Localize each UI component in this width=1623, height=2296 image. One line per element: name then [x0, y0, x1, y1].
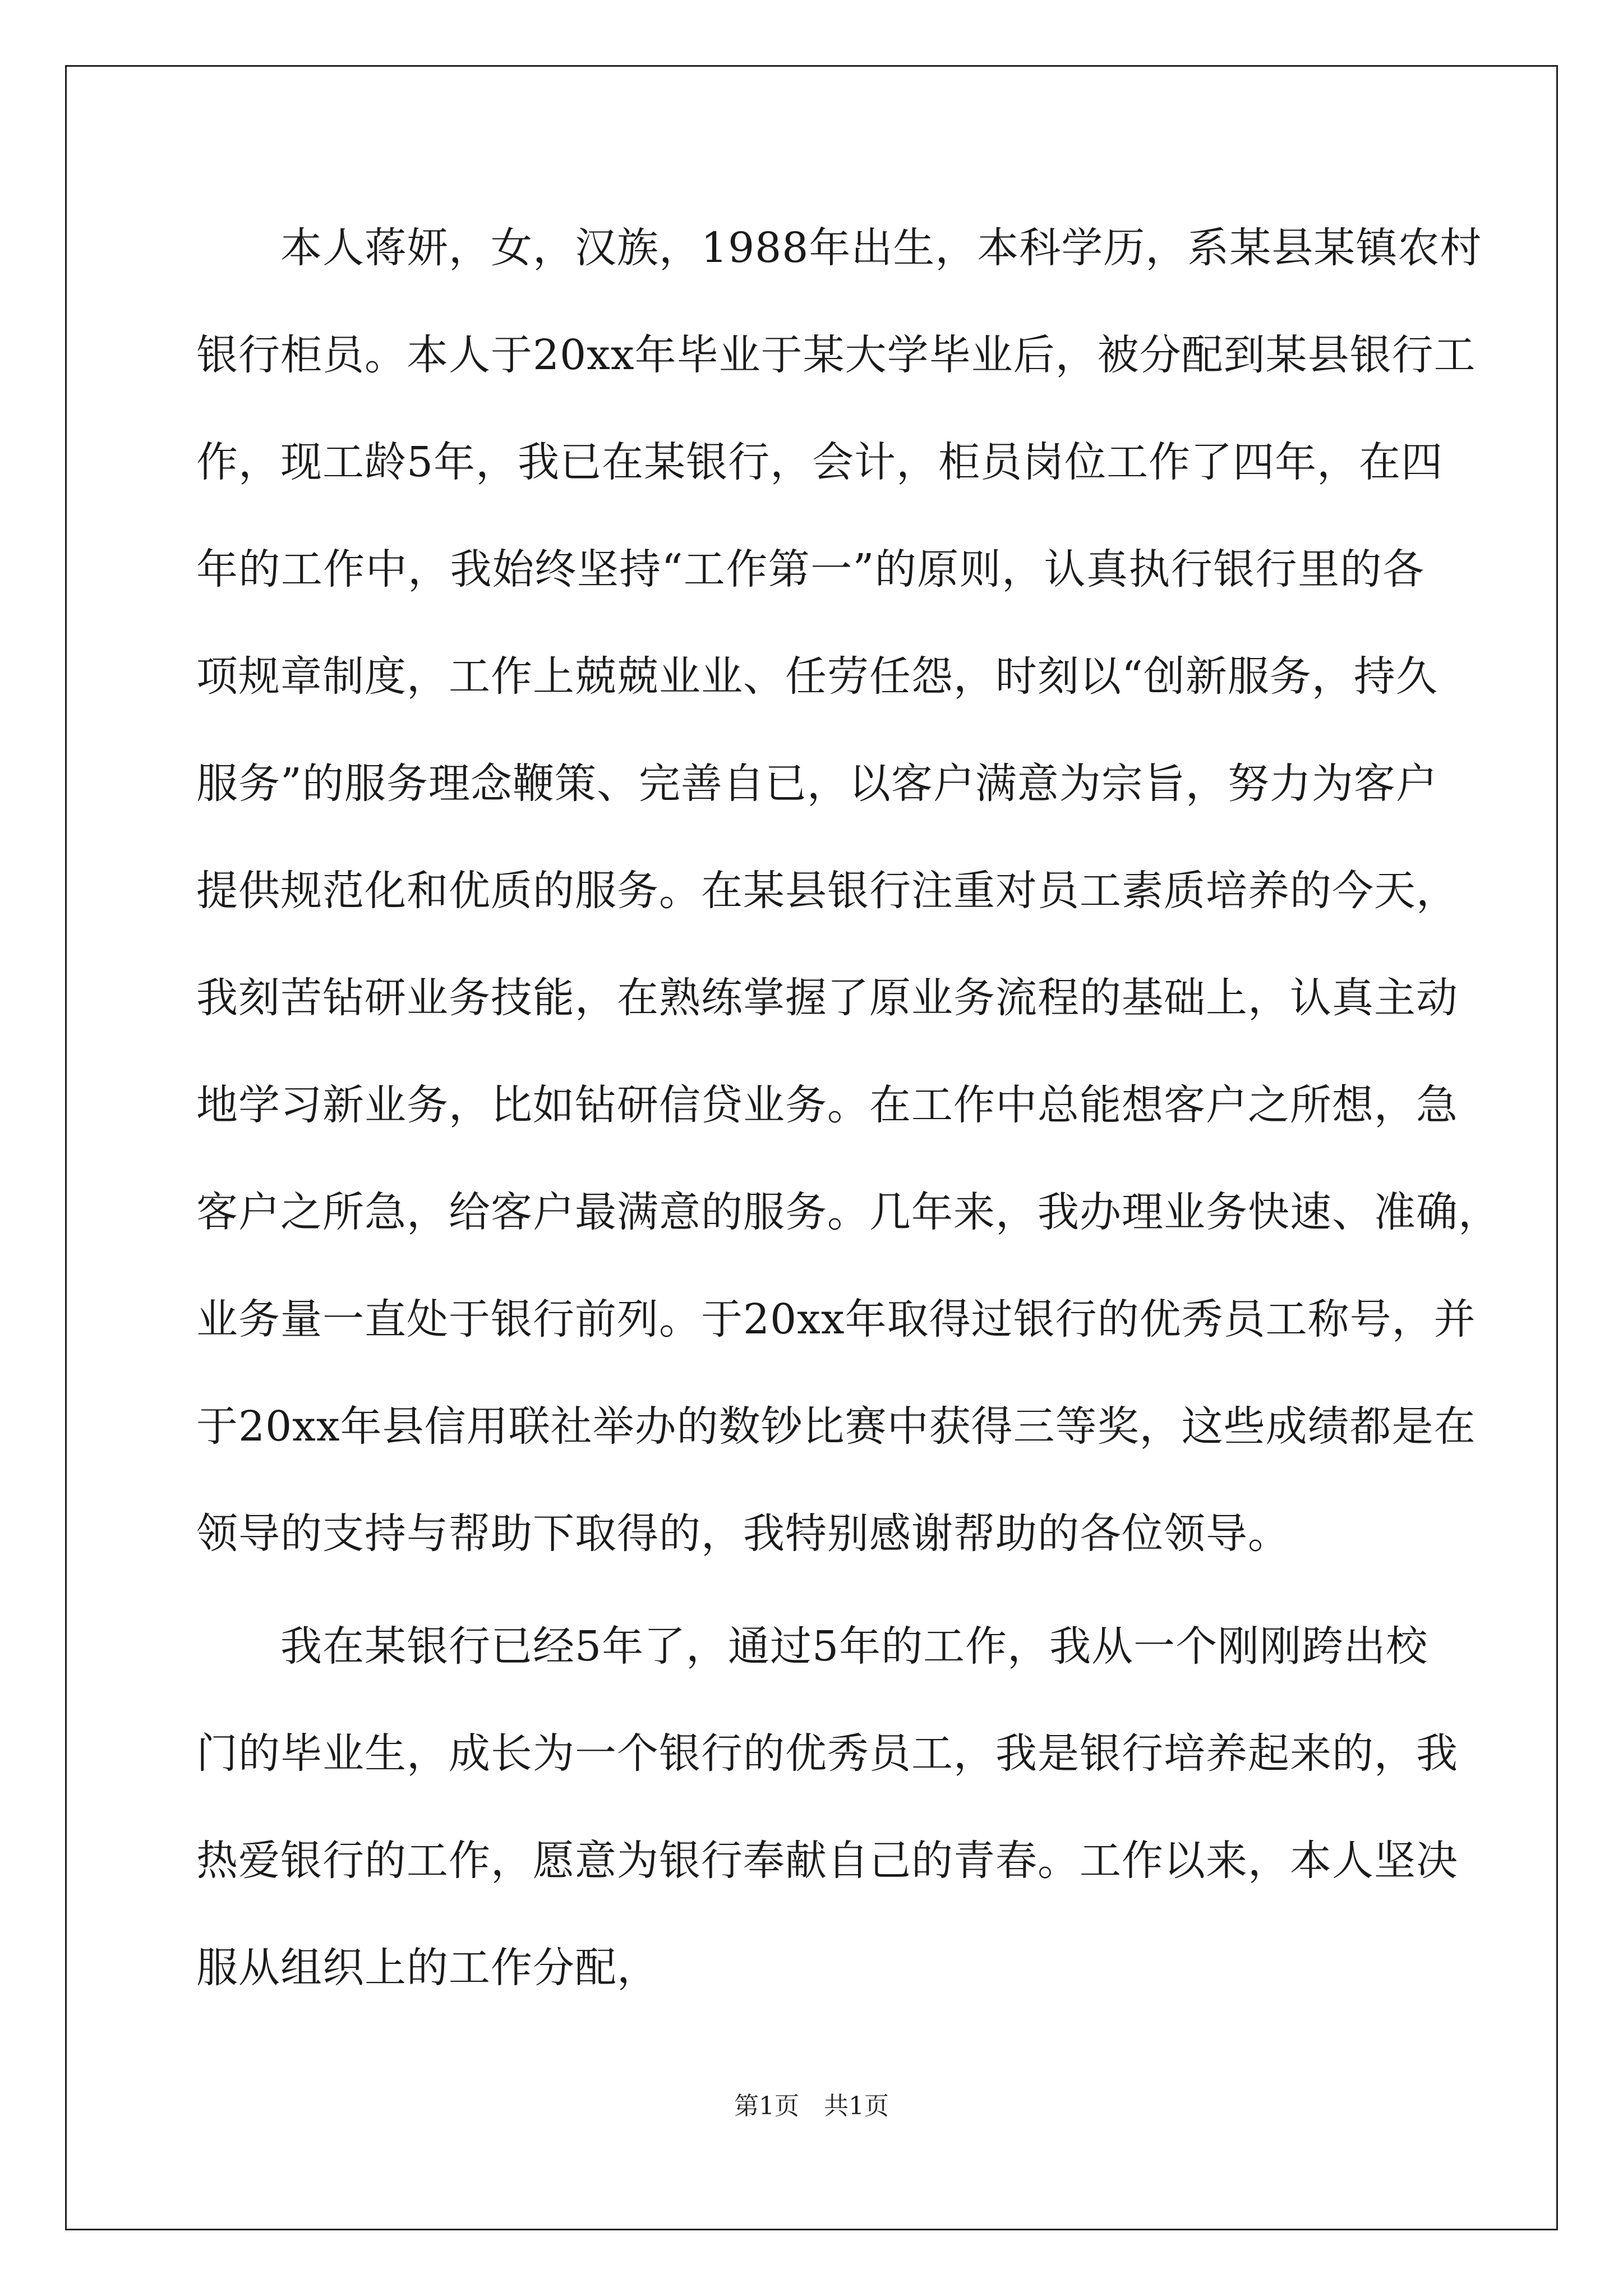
text-line: 银行柜员。本人于20xx年毕业于某大学毕业后，被分配到某县银行工	[196, 331, 1476, 379]
text-line: 提供规范化和优质的服务。在某县银行注重对员工素质培养的今天，	[196, 867, 1458, 915]
page-footer	[0, 2090, 1623, 2123]
text-line: 我刻苦钻研业务技能，在熟练掌握了原业务流程的基础上，认真主动	[196, 974, 1458, 1022]
text-line: 门的毕业生，成长为一个银行的优秀员工，我是银行培养起来的，我	[196, 1729, 1458, 1778]
text-line: 客户之所急，给客户最满意的服务。几年来，我办理业务快速、准确，	[196, 1188, 1500, 1236]
text-line: 本人蒋妍，女，汉族，1988年出生，本科学历，系某县某镇农村	[196, 224, 1482, 272]
text-line: 项规章制度，工作上兢兢业业、任劳任怨，时刻以“创新服务，持久	[196, 652, 1438, 701]
text-line: 作，现工龄5年，我已在某银行，会计，柜员岗位工作了四年，在四	[196, 438, 1444, 486]
paragraph-1	[196, 209, 1500, 1602]
text-line: 我在某银行已经5年了，通过5年的工作，我从一个刚刚跨出校	[196, 1622, 1428, 1671]
text-line: 领导的支持与帮助下取得的，我特别感谢帮助的各位领导。	[196, 1510, 1290, 1558]
text-line: 业务量一直处于银行前列。于20xx年取得过银行的优秀员工称号，并	[196, 1295, 1476, 1343]
text-line: 年的工作中，我始终坚持“工作第一”的原则，认真执行银行里的各	[196, 545, 1424, 593]
text-line: 服务”的服务理念鞭策、完善自已，以客户满意为宗旨，努力为客户	[196, 760, 1438, 808]
paragraph-2	[196, 1607, 1458, 2036]
text-line: 于20xx年县信用联社举办的数钞比赛中获得三等奖，这些成绩都是在	[196, 1402, 1476, 1451]
page-total: 共1页	[824, 2092, 889, 2120]
page-number: 第1页	[734, 2092, 799, 2120]
text-line: 服从组织上的工作分配，	[196, 1944, 659, 1992]
text-line: 热爱银行的工作，愿意为银行奉献自己的青春。工作以来，本人坚决	[196, 1837, 1458, 1885]
text-line: 地学习新业务，比如钻研信贷业务。在工作中总能想客户之所想，急	[196, 1081, 1458, 1129]
document-body	[196, 209, 1500, 2036]
